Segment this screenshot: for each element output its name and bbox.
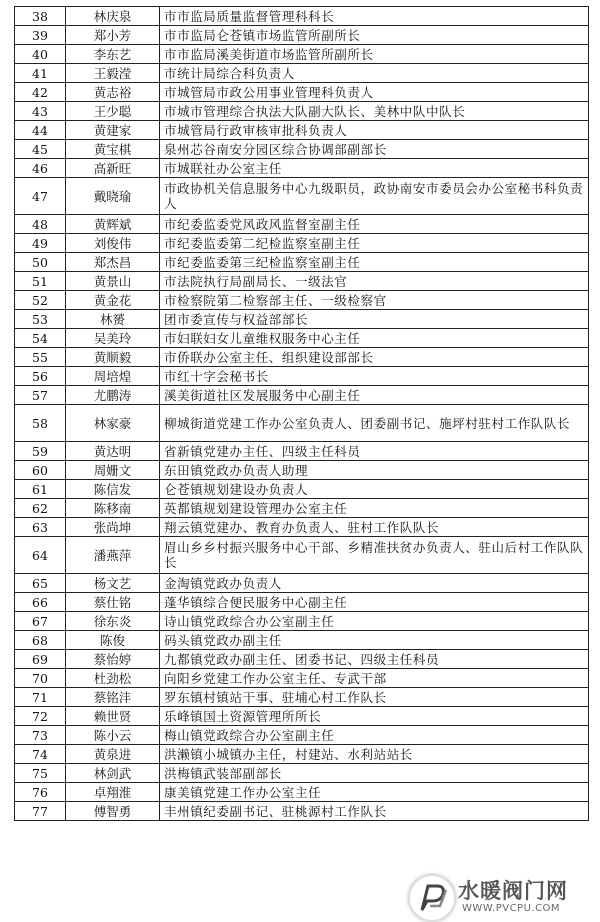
- row-number: 69: [15, 650, 66, 669]
- row-number: 76: [15, 783, 66, 802]
- position-title: 眉山乡乡村振兴服务中心干部、乡精准扶贫办负责人、驻山后村工作队队长: [160, 537, 589, 574]
- person-name: 徐东炎: [66, 612, 160, 631]
- row-number: 65: [15, 574, 66, 593]
- position-title: 向阳乡党建工作办公室主任、专武干部: [160, 669, 589, 688]
- table-row: [15, 253, 589, 272]
- person-name: 杜劲松: [66, 669, 160, 688]
- row-number: 44: [15, 121, 66, 140]
- table-row: [15, 612, 589, 631]
- table-row: [15, 234, 589, 253]
- position-title: 金淘镇党政办负责人: [160, 574, 589, 593]
- table-row: [15, 329, 589, 348]
- person-name: 王毅滢: [66, 64, 160, 83]
- row-number: 68: [15, 631, 66, 650]
- table-row: [15, 348, 589, 367]
- person-name: 黄金花: [66, 291, 160, 310]
- table-row: [15, 121, 589, 140]
- table-row: [15, 650, 589, 669]
- table-row: [15, 215, 589, 234]
- table-row: [15, 140, 589, 159]
- position-title: 洪梅镇武装部副部长: [160, 764, 589, 783]
- row-number: 70: [15, 669, 66, 688]
- row-number: 63: [15, 518, 66, 537]
- watermark-url: WWW.PVCPU.COM: [462, 903, 561, 914]
- row-number: 55: [15, 348, 66, 367]
- person-name: 陈俊: [66, 631, 160, 650]
- person-name: 黄景山: [66, 272, 160, 291]
- person-name: 张尚坤: [66, 518, 160, 537]
- row-number: 73: [15, 726, 66, 745]
- position-title: 市市监局质量监督管理科科长: [160, 7, 589, 26]
- position-title: 市政协机关信息服务中心九级职员，政协南安市委员会办公室秘书科负责人: [160, 178, 589, 215]
- person-name: 黄泉进: [66, 745, 160, 764]
- person-name: 刘俊伟: [66, 234, 160, 253]
- position-title: 市法院执行局副局长、一级法官: [160, 272, 589, 291]
- row-number: 41: [15, 64, 66, 83]
- row-number: 50: [15, 253, 66, 272]
- table-row: [15, 367, 589, 386]
- person-name: 林赟: [66, 310, 160, 329]
- position-title: 东田镇党政办负责人助理: [160, 461, 589, 480]
- row-number: 38: [15, 7, 66, 26]
- person-name: 蔡怡婷: [66, 650, 160, 669]
- table-row: [15, 178, 589, 215]
- row-number: 56: [15, 367, 66, 386]
- table-row: [15, 45, 589, 64]
- table-row: [15, 442, 589, 461]
- person-name: 黄达明: [66, 442, 160, 461]
- row-number: 62: [15, 499, 66, 518]
- position-title: 英都镇规划建设管理办公室主任: [160, 499, 589, 518]
- table-row: [15, 764, 589, 783]
- person-name: 林剑武: [66, 764, 160, 783]
- position-title: 市城联社办公室主任: [160, 159, 589, 178]
- position-title: 市检察院第二检察部主任、一级检察官: [160, 291, 589, 310]
- row-number: 67: [15, 612, 66, 631]
- position-title: 仑苍镇规划建设办负责人: [160, 480, 589, 499]
- person-name: 杨文艺: [66, 574, 160, 593]
- row-number: 51: [15, 272, 66, 291]
- position-title: 诗山镇党政综合办公室副主任: [160, 612, 589, 631]
- watermark: [406, 874, 598, 920]
- position-title: 洪濑镇小城镇办主任，村建站、水利站站长: [160, 745, 589, 764]
- table-row: [15, 783, 589, 802]
- table-row: [15, 499, 589, 518]
- person-name: 陈移南: [66, 499, 160, 518]
- pv-logo-icon: [408, 874, 456, 922]
- position-title: 市城管局行政审核审批科负责人: [160, 121, 589, 140]
- person-name: 黄志裕: [66, 83, 160, 102]
- person-name: 黄辉斌: [66, 215, 160, 234]
- position-title: 梅山镇党政综合办公室副主任: [160, 726, 589, 745]
- row-number: 57: [15, 386, 66, 405]
- position-title: 丰州镇纪委副书记、驻桃源村工作队长: [160, 802, 589, 821]
- row-number: 46: [15, 159, 66, 178]
- table-row: [15, 310, 589, 329]
- row-number: 60: [15, 461, 66, 480]
- table-row: [15, 405, 589, 442]
- person-name: 周姗文: [66, 461, 160, 480]
- table-row: [15, 688, 589, 707]
- person-name: 吴美玲: [66, 329, 160, 348]
- position-title: 乐峰镇国土资源管理所所长: [160, 707, 589, 726]
- person-name: 黄建家: [66, 121, 160, 140]
- person-name: 陈信发: [66, 480, 160, 499]
- table-row: [15, 102, 589, 121]
- table-row: [15, 537, 589, 574]
- table-row: [15, 707, 589, 726]
- table-row: [15, 159, 589, 178]
- row-number: 40: [15, 45, 66, 64]
- row-number: 42: [15, 83, 66, 102]
- position-title: 溪美街道社区发展服务中心副主任: [160, 386, 589, 405]
- table-row: [15, 745, 589, 764]
- person-name: 尤鹏涛: [66, 386, 160, 405]
- row-number: 64: [15, 537, 66, 574]
- person-name: 赖世贤: [66, 707, 160, 726]
- person-name: 林家豪: [66, 405, 160, 442]
- table-row: [15, 669, 589, 688]
- position-title: 康美镇党建工作办公室主任: [160, 783, 589, 802]
- row-number: 49: [15, 234, 66, 253]
- person-name: 林庆泉: [66, 7, 160, 26]
- position-title: 码头镇党政办副主任: [160, 631, 589, 650]
- row-number: 77: [15, 802, 66, 821]
- person-name: 黄宝棋: [66, 140, 160, 159]
- position-title: 泉州芯谷南安分园区综合协调部副部长: [160, 140, 589, 159]
- person-name: 蔡仕铭: [66, 593, 160, 612]
- row-number: 45: [15, 140, 66, 159]
- person-name: 王少聪: [66, 102, 160, 121]
- person-name: 傅智勇: [66, 802, 160, 821]
- row-number: 43: [15, 102, 66, 121]
- table-row: [15, 386, 589, 405]
- person-name: 戴晓瑜: [66, 178, 160, 215]
- table-row: [15, 593, 589, 612]
- table-row: [15, 480, 589, 499]
- position-title: 市市监局仑苍镇市场监管所副所长: [160, 26, 589, 45]
- position-title: 市侨联办公室主任、组织建设部部长: [160, 348, 589, 367]
- person-name: 蔡铭沣: [66, 688, 160, 707]
- person-name: 潘燕萍: [66, 537, 160, 574]
- row-number: 72: [15, 707, 66, 726]
- position-title: 柳城街道党建工作办公室负责人、团委副书记、施坪村驻村工作队队长: [160, 405, 589, 442]
- person-name: 陈小云: [66, 726, 160, 745]
- position-title: 九都镇党政办副主任、团委书记、四级主任科员: [160, 650, 589, 669]
- position-title: 省新镇党建办主任、四级主任科员: [160, 442, 589, 461]
- row-number: 71: [15, 688, 66, 707]
- row-number: 66: [15, 593, 66, 612]
- position-title: 市红十字会秘书长: [160, 367, 589, 386]
- table-row: [15, 802, 589, 821]
- row-number: 75: [15, 764, 66, 783]
- person-name: 黄顺毅: [66, 348, 160, 367]
- table-row: [15, 461, 589, 480]
- position-title: 市城市管理综合执法大队副大队长、美林中队中队长: [160, 102, 589, 121]
- table-row: [15, 291, 589, 310]
- position-title: 市纪委监委第二纪检监察室副主任: [160, 234, 589, 253]
- position-title: 罗东镇村镇站干事、驻埔心村工作队长: [160, 688, 589, 707]
- table-row: [15, 7, 589, 26]
- position-title: 市妇联妇女儿童维权服务中心主任: [160, 329, 589, 348]
- table-row: [15, 26, 589, 45]
- row-number: 59: [15, 442, 66, 461]
- table-row: [15, 83, 589, 102]
- row-number: 47: [15, 178, 66, 215]
- table-row: [15, 574, 589, 593]
- person-name: 卓翔淮: [66, 783, 160, 802]
- position-title: 蓬华镇综合便民服务中心副主任: [160, 593, 589, 612]
- table-row: [15, 726, 589, 745]
- row-number: 74: [15, 745, 66, 764]
- table-row: [15, 64, 589, 83]
- table-row: [15, 518, 589, 537]
- row-number: 39: [15, 26, 66, 45]
- person-name: 郑杰昌: [66, 253, 160, 272]
- person-name: 周培煌: [66, 367, 160, 386]
- position-title: 翔云镇党建办、教育办负责人、驻村工作队队长: [160, 518, 589, 537]
- person-name: 郑小芳: [66, 26, 160, 45]
- row-number: 58: [15, 405, 66, 442]
- position-title: 市统计局综合科负责人: [160, 64, 589, 83]
- table-row: [15, 631, 589, 650]
- position-title: 市城管局市政公用事业管理科负责人: [160, 83, 589, 102]
- watermark-title: 水暖阀门网: [458, 879, 568, 903]
- position-title: 市纪委监委第三纪检监察室副主任: [160, 253, 589, 272]
- row-number: 48: [15, 215, 66, 234]
- row-number: 61: [15, 480, 66, 499]
- person-name: 高新旺: [66, 159, 160, 178]
- table-row: [15, 272, 589, 291]
- position-title: 市市监局溪美街道市场监管所副所长: [160, 45, 589, 64]
- person-name: 李东艺: [66, 45, 160, 64]
- row-number: 52: [15, 291, 66, 310]
- row-number: 54: [15, 329, 66, 348]
- personnel-table: [14, 6, 589, 821]
- position-title: 市纪委监委党风政风监督室副主任: [160, 215, 589, 234]
- position-title: 团市委宣传与权益部部长: [160, 310, 589, 329]
- row-number: 53: [15, 310, 66, 329]
